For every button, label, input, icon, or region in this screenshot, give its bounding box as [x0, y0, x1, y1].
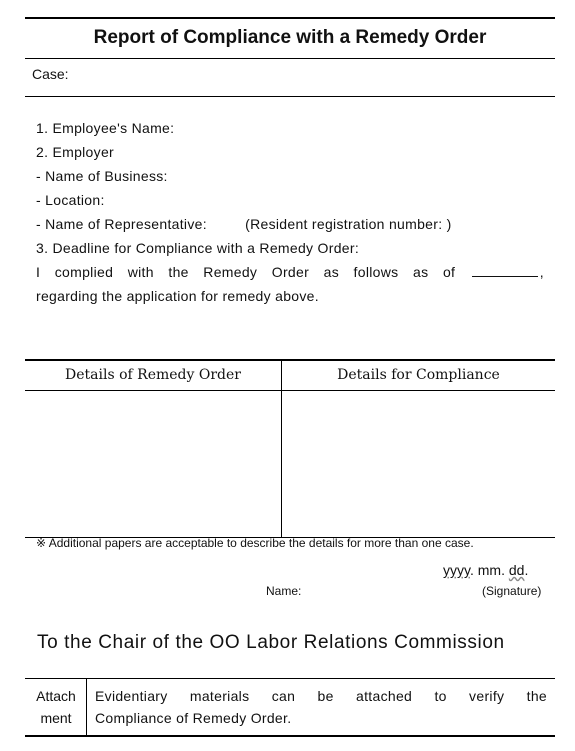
- case-rule: [25, 96, 555, 97]
- form-title: Report of Compliance with a Remedy Order: [93, 27, 487, 48]
- employee-name-line: 1. Employee's Name:: [36, 120, 175, 136]
- attachment-label-2: ment: [40, 710, 72, 726]
- remedy-order-details-cell[interactable]: [25, 391, 281, 537]
- top-rule: [25, 17, 555, 19]
- resident-registration-number: (Resident registration number: ): [245, 216, 452, 232]
- signature-label: (Signature): [482, 584, 542, 598]
- compliance-sentence-1-end: ,: [539, 264, 544, 280]
- date-month: . mm.: [469, 562, 509, 578]
- attachment-text-1: Evidentiary materials can be attached to verify the: [95, 688, 547, 704]
- attachment-text: [95, 685, 547, 729]
- date-line: [443, 562, 528, 578]
- attachment-bottom-rule: [25, 735, 555, 737]
- compliance-sentence-1: I complied with the Remedy Order as follows as of: [36, 264, 456, 280]
- compliance-details-cell[interactable]: [282, 391, 555, 537]
- date-year: yyyy: [443, 562, 470, 578]
- date-day: dd: [508, 562, 525, 578]
- additional-papers-note: ※ Additional papers are acceptable to describe the details for more than one case.: [36, 536, 474, 550]
- employer-line: 2. Employer: [36, 144, 114, 160]
- attachment-divider: [86, 678, 87, 735]
- col-header-compliance: Details for Compliance: [337, 367, 500, 383]
- location-line: - Location:: [36, 192, 105, 208]
- case-label: Case:: [32, 66, 69, 82]
- compliance-sentence-line-1: [36, 261, 544, 285]
- attachment-label: [27, 685, 85, 729]
- form-body: [36, 117, 544, 309]
- compliance-sentence-2: regarding the application for remedy above.: [36, 288, 319, 304]
- deadline-line: 3. Deadline for Compliance with a Remedy Order:: [36, 240, 360, 256]
- name-label: Name:: [266, 584, 302, 598]
- business-name-line: - Name of Business:: [36, 168, 168, 184]
- addressee-line: To the Chair of the OO Labor Relations Commission: [37, 632, 505, 653]
- attachment-label-1: Attach: [36, 688, 76, 704]
- col-header-remedy-order: Details of Remedy Order: [65, 367, 241, 383]
- attachment-text-2: Compliance of Remedy Order.: [95, 710, 292, 726]
- date-end: .: [524, 562, 529, 578]
- representative-label: - Name of Representative:: [36, 216, 207, 232]
- date-blank: [472, 266, 538, 277]
- representative-line: [36, 213, 544, 237]
- title-rule: [25, 58, 555, 59]
- attachment-top-rule: [25, 678, 555, 679]
